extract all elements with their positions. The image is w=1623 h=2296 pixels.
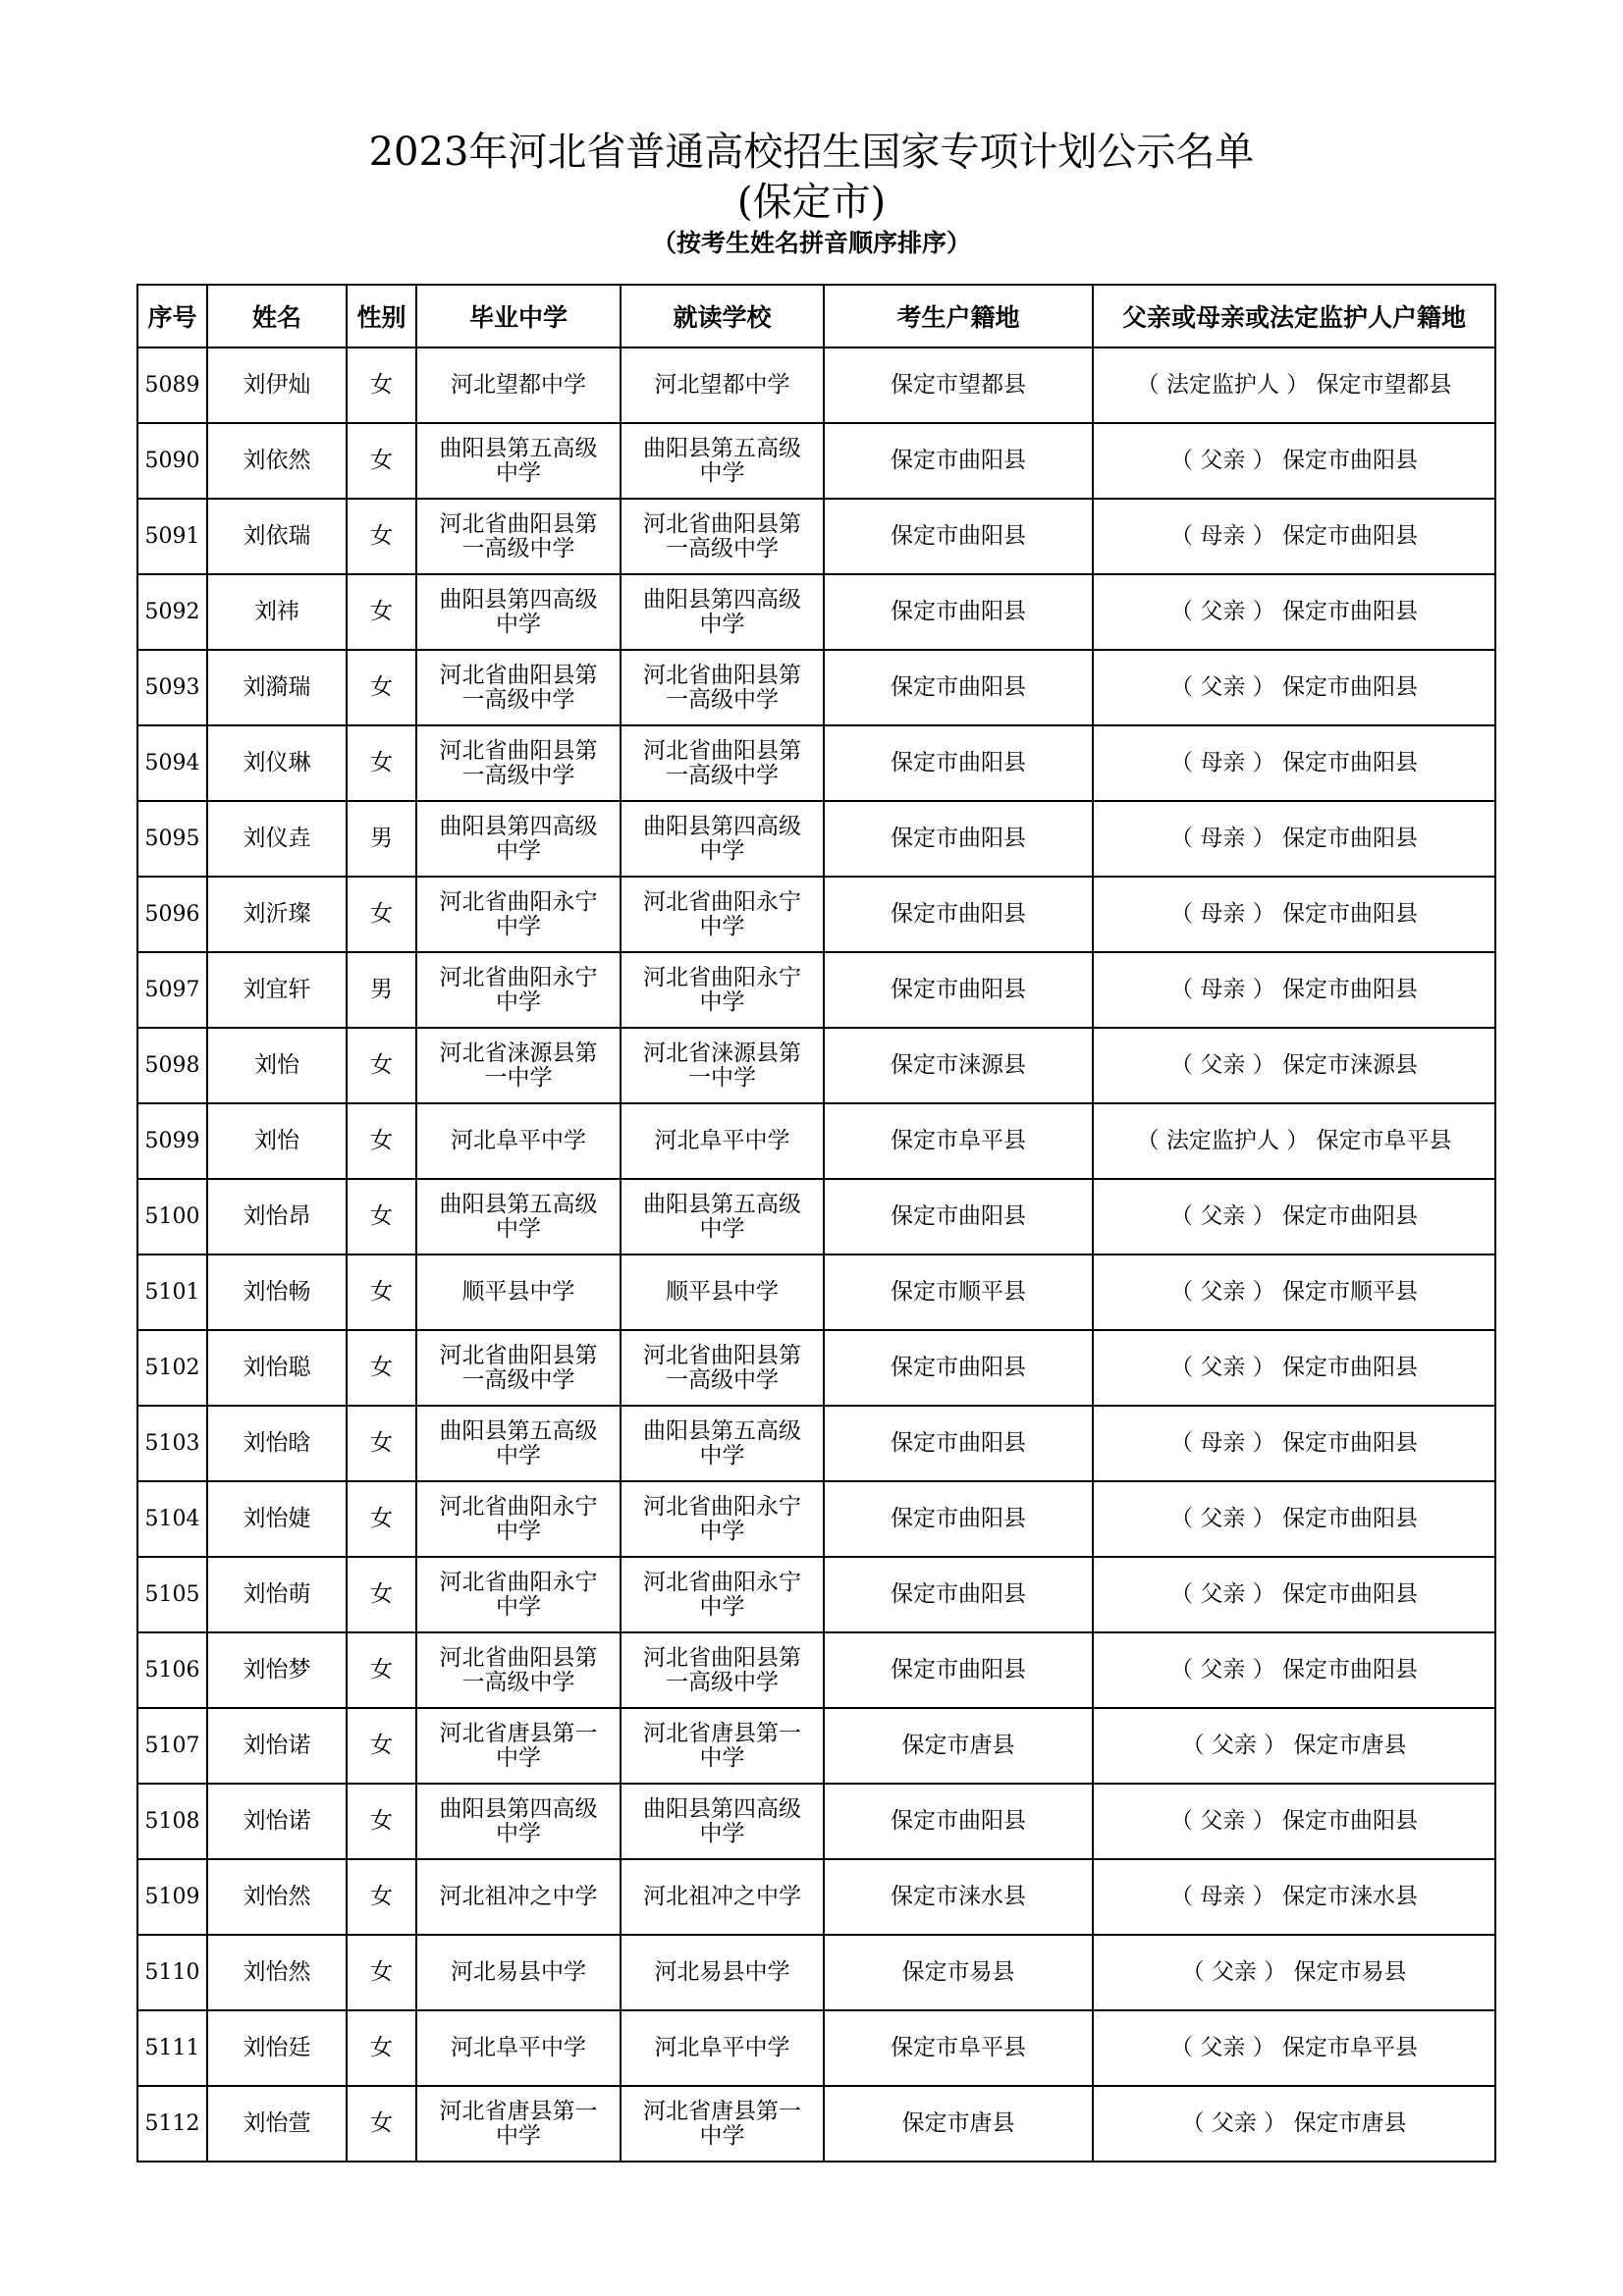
guardian-residence-cell: （ 父亲 ） 保定市曲阳县 <box>1093 650 1495 725</box>
name-cell: 刘怡萱 <box>207 2086 347 2162</box>
current-school-cell <box>621 1708 824 1784</box>
serial-cell: 5106 <box>137 1632 207 1708</box>
current-school-cell <box>621 2086 824 2162</box>
guardian-residence-cell: （ 父亲 ） 保定市曲阳县 <box>1093 1784 1495 1859</box>
school-name: 河北省曲阳县第一高级中学 <box>439 737 598 788</box>
graduated-school-cell <box>416 2086 621 2162</box>
current-school-cell <box>621 1935 824 2010</box>
serial-cell: 5100 <box>137 1179 207 1255</box>
student-residence-cell: 保定市涞水县 <box>824 1859 1093 1935</box>
student-residence-cell: 保定市涞源县 <box>824 1028 1093 1103</box>
guardian-residence-cell: （ 父亲 ） 保定市阜平县 <box>1093 2010 1495 2086</box>
current-school-cell <box>621 574 824 650</box>
serial-cell: 5094 <box>137 725 207 801</box>
graduated-school-cell <box>416 1179 621 1255</box>
name-cell: 刘漪瑞 <box>207 650 347 725</box>
graduated-school-cell <box>416 2010 621 2086</box>
table-row <box>137 650 1495 725</box>
header-guardian-residence: 父亲或母亲或法定监护人户籍地 <box>1093 285 1495 347</box>
school-name: 河北省唐县第一中学 <box>643 1720 801 1771</box>
school-name: 河北省曲阳永宁中学 <box>439 1569 598 1620</box>
table-row <box>137 574 1495 650</box>
serial-cell: 5104 <box>137 1481 207 1557</box>
current-school-cell <box>621 423 824 499</box>
current-school-cell <box>621 952 824 1028</box>
graduated-school-cell <box>416 801 621 877</box>
table-row <box>137 1406 1495 1481</box>
table-row <box>137 1632 1495 1708</box>
current-school-cell <box>621 1179 824 1255</box>
serial-cell: 5111 <box>137 2010 207 2086</box>
table-row <box>137 801 1495 877</box>
name-cell: 刘怡 <box>207 1103 347 1179</box>
graduated-school-cell <box>416 1330 621 1406</box>
current-school-cell <box>621 1784 824 1859</box>
current-school-cell <box>621 801 824 877</box>
header-row <box>137 285 1495 347</box>
name-cell: 刘仪琳 <box>207 725 347 801</box>
serial-cell: 5098 <box>137 1028 207 1103</box>
current-school-cell <box>621 1557 824 1632</box>
guardian-residence-cell: （ 母亲 ） 保定市曲阳县 <box>1093 801 1495 877</box>
graduated-school-cell <box>416 1255 621 1330</box>
student-residence-cell: 保定市曲阳县 <box>824 801 1093 877</box>
current-school-cell <box>621 1103 824 1179</box>
school-name: 河北省曲阳县第一高级中学 <box>643 510 801 561</box>
name-cell: 刘依然 <box>207 423 347 499</box>
guardian-residence-cell: （ 父亲 ） 保定市唐县 <box>1093 2086 1495 2162</box>
name-cell: 刘怡 <box>207 1028 347 1103</box>
school-name: 曲阳县第五高级中学 <box>643 435 801 486</box>
current-school-cell <box>621 650 824 725</box>
guardian-residence-cell: （ 母亲 ） 保定市曲阳县 <box>1093 1406 1495 1481</box>
school-name: 顺平县中学 <box>461 1279 575 1305</box>
name-cell: 刘怡聪 <box>207 1330 347 1406</box>
gender-cell: 男 <box>347 952 416 1028</box>
gender-cell: 女 <box>347 2086 416 2162</box>
student-residence-cell: 保定市曲阳县 <box>824 423 1093 499</box>
school-name: 曲阳县第四高级中学 <box>643 586 801 637</box>
gender-cell: 女 <box>347 1708 416 1784</box>
table-row <box>137 1255 1495 1330</box>
student-residence-cell: 保定市阜平县 <box>824 1103 1093 1179</box>
table-row <box>137 1103 1495 1179</box>
serial-cell: 5107 <box>137 1708 207 1784</box>
gender-cell: 女 <box>347 725 416 801</box>
gender-cell: 女 <box>347 877 416 952</box>
serial-cell: 5108 <box>137 1784 207 1859</box>
current-school-cell <box>621 725 824 801</box>
guardian-residence-cell: （ 父亲 ） 保定市曲阳县 <box>1093 574 1495 650</box>
school-name: 河北阜平中学 <box>654 2035 790 2060</box>
roster-table <box>136 284 1496 2163</box>
header-serial: 序号 <box>137 285 207 347</box>
current-school-cell <box>621 1255 824 1330</box>
header-current-school: 就读学校 <box>621 285 824 347</box>
student-residence-cell: 保定市唐县 <box>824 2086 1093 2162</box>
serial-cell: 5101 <box>137 1255 207 1330</box>
student-residence-cell: 保定市曲阳县 <box>824 1557 1093 1632</box>
name-cell: 刘怡廷 <box>207 2010 347 2086</box>
school-name: 河北省曲阳县第一高级中学 <box>439 662 598 713</box>
school-name: 曲阳县第四高级中学 <box>439 586 598 637</box>
gender-cell: 女 <box>347 1330 416 1406</box>
table-row <box>137 1859 1495 1935</box>
graduated-school-cell <box>416 725 621 801</box>
name-cell: 刘伊灿 <box>207 347 347 423</box>
gender-cell: 女 <box>347 650 416 725</box>
student-residence-cell: 保定市阜平县 <box>824 2010 1093 2086</box>
gender-cell: 女 <box>347 499 416 574</box>
table-row <box>137 1330 1495 1406</box>
school-name: 曲阳县第四高级中学 <box>643 1795 801 1846</box>
current-school-cell <box>621 1406 824 1481</box>
table-row <box>137 1708 1495 1784</box>
table-row <box>137 1481 1495 1557</box>
graduated-school-cell <box>416 574 621 650</box>
gender-cell: 女 <box>347 1935 416 2010</box>
name-cell: 刘沂璨 <box>207 877 347 952</box>
table-header <box>137 285 1495 347</box>
school-name: 河北祖冲之中学 <box>643 1884 801 1909</box>
school-name: 曲阳县第五高级中学 <box>643 1191 801 1242</box>
serial-cell: 5089 <box>137 347 207 423</box>
current-school-cell <box>621 1481 824 1557</box>
guardian-residence-cell: （ 父亲 ） 保定市顺平县 <box>1093 1255 1495 1330</box>
serial-cell: 5090 <box>137 423 207 499</box>
school-name: 曲阳县第四高级中学 <box>439 813 598 864</box>
student-residence-cell: 保定市易县 <box>824 1935 1093 2010</box>
school-name: 曲阳县第五高级中学 <box>439 1191 598 1242</box>
current-school-cell <box>621 1330 824 1406</box>
school-name: 河北省涞源县第一中学 <box>439 1040 598 1091</box>
school-name: 曲阳县第四高级中学 <box>643 813 801 864</box>
student-residence-cell: 保定市顺平县 <box>824 1255 1093 1330</box>
school-name: 河北省曲阳县第一高级中学 <box>439 1644 598 1695</box>
graduated-school-cell <box>416 499 621 574</box>
school-name: 河北祖冲之中学 <box>439 1884 598 1909</box>
table-row <box>137 1179 1495 1255</box>
document-subtitle: (保定市) <box>736 180 887 225</box>
graduated-school-cell <box>416 1406 621 1481</box>
graduated-school-cell <box>416 347 621 423</box>
current-school-cell <box>621 1028 824 1103</box>
current-school-cell <box>621 347 824 423</box>
name-cell: 刘怡婕 <box>207 1481 347 1557</box>
school-name: 河北阜平中学 <box>654 1128 790 1153</box>
name-cell: 刘怡诺 <box>207 1708 347 1784</box>
table-row <box>137 1935 1495 2010</box>
table-row <box>137 725 1495 801</box>
gender-cell: 女 <box>347 347 416 423</box>
guardian-residence-cell: （ 父亲 ） 保定市涞源县 <box>1093 1028 1495 1103</box>
graduated-school-cell <box>416 1784 621 1859</box>
name-cell: 刘怡然 <box>207 1859 347 1935</box>
guardian-residence-cell: （ 父亲 ） 保定市曲阳县 <box>1093 1557 1495 1632</box>
table-row <box>137 952 1495 1028</box>
student-residence-cell: 保定市曲阳县 <box>824 1481 1093 1557</box>
table-body <box>137 347 1495 2162</box>
student-residence-cell: 保定市曲阳县 <box>824 574 1093 650</box>
name-cell: 刘祎 <box>207 574 347 650</box>
school-name: 河北省唐县第一中学 <box>439 1720 598 1771</box>
gender-cell: 女 <box>347 2010 416 2086</box>
gender-cell: 女 <box>347 1103 416 1179</box>
school-name: 河北省曲阳县第一高级中学 <box>643 662 801 713</box>
student-residence-cell: 保定市曲阳县 <box>824 1406 1093 1481</box>
header-graduated-school: 毕业中学 <box>416 285 621 347</box>
graduated-school-cell <box>416 423 621 499</box>
student-residence-cell: 保定市曲阳县 <box>824 725 1093 801</box>
guardian-residence-cell: （ 母亲 ） 保定市曲阳县 <box>1093 877 1495 952</box>
school-name: 河北省曲阳永宁中学 <box>643 1493 801 1544</box>
name-cell: 刘依瑞 <box>207 499 347 574</box>
guardian-residence-cell: （ 法定监护人 ） 保定市阜平县 <box>1093 1103 1495 1179</box>
name-cell: 刘怡梦 <box>207 1632 347 1708</box>
student-residence-cell: 保定市曲阳县 <box>824 1330 1093 1406</box>
name-cell: 刘怡然 <box>207 1935 347 2010</box>
current-school-cell <box>621 877 824 952</box>
guardian-residence-cell: （ 父亲 ） 保定市曲阳县 <box>1093 1481 1495 1557</box>
current-school-cell <box>621 1632 824 1708</box>
gender-cell: 女 <box>347 1179 416 1255</box>
table-row <box>137 499 1495 574</box>
student-residence-cell: 保定市曲阳县 <box>824 1632 1093 1708</box>
table-row <box>137 1557 1495 1632</box>
school-name: 河北省唐县第一中学 <box>643 2098 801 2149</box>
guardian-residence-cell: （ 父亲 ） 保定市曲阳县 <box>1093 1330 1495 1406</box>
guardian-residence-cell: （ 母亲 ） 保定市曲阳县 <box>1093 499 1495 574</box>
serial-cell: 5102 <box>137 1330 207 1406</box>
current-school-cell <box>621 1859 824 1935</box>
graduated-school-cell <box>416 1557 621 1632</box>
student-residence-cell: 保定市曲阳县 <box>824 877 1093 952</box>
table-row <box>137 2086 1495 2162</box>
school-name: 河北阜平中学 <box>451 1128 586 1153</box>
school-name: 顺平县中学 <box>666 1279 779 1305</box>
name-cell: 刘怡萌 <box>207 1557 347 1632</box>
gender-cell: 男 <box>347 801 416 877</box>
gender-cell: 女 <box>347 1784 416 1859</box>
name-cell: 刘怡诺 <box>207 1784 347 1859</box>
serial-cell: 5095 <box>137 801 207 877</box>
table-row <box>137 1784 1495 1859</box>
graduated-school-cell <box>416 1103 621 1179</box>
serial-cell: 5096 <box>137 877 207 952</box>
school-name: 河北省曲阳县第一高级中学 <box>439 510 598 561</box>
guardian-residence-cell: （ 父亲 ） 保定市曲阳县 <box>1093 1179 1495 1255</box>
serial-cell: 5109 <box>137 1859 207 1935</box>
school-name: 曲阳县第五高级中学 <box>643 1417 801 1468</box>
guardian-residence-cell: （ 父亲 ） 保定市易县 <box>1093 1935 1495 2010</box>
student-residence-cell: 保定市曲阳县 <box>824 650 1093 725</box>
serial-cell: 5091 <box>137 499 207 574</box>
guardian-residence-cell: （ 母亲 ） 保定市曲阳县 <box>1093 725 1495 801</box>
student-residence-cell: 保定市曲阳县 <box>824 952 1093 1028</box>
graduated-school-cell <box>416 1481 621 1557</box>
gender-cell: 女 <box>347 1028 416 1103</box>
school-name: 河北易县中学 <box>451 1959 586 1985</box>
guardian-residence-cell: （ 母亲 ） 保定市涞水县 <box>1093 1859 1495 1935</box>
graduated-school-cell <box>416 1708 621 1784</box>
school-name: 曲阳县第五高级中学 <box>439 1417 598 1468</box>
gender-cell: 女 <box>347 1632 416 1708</box>
header-student-residence: 考生户籍地 <box>824 285 1093 347</box>
gender-cell: 女 <box>347 1859 416 1935</box>
school-name: 河北省曲阳永宁中学 <box>643 964 801 1015</box>
student-residence-cell: 保定市唐县 <box>824 1708 1093 1784</box>
school-name: 河北省曲阳县第一高级中学 <box>643 1644 801 1695</box>
table-row <box>137 423 1495 499</box>
name-cell: 刘仪垚 <box>207 801 347 877</box>
serial-cell: 5097 <box>137 952 207 1028</box>
graduated-school-cell <box>416 1028 621 1103</box>
school-name: 河北省曲阳县第一高级中学 <box>643 737 801 788</box>
student-residence-cell: 保定市望都县 <box>824 347 1093 423</box>
header-name: 姓名 <box>207 285 347 347</box>
gender-cell: 女 <box>347 1557 416 1632</box>
header-gender: 性别 <box>347 285 416 347</box>
gender-cell: 女 <box>347 574 416 650</box>
graduated-school-cell <box>416 877 621 952</box>
guardian-residence-cell: （ 母亲 ） 保定市曲阳县 <box>1093 952 1495 1028</box>
table-row <box>137 2010 1495 2086</box>
gender-cell: 女 <box>347 1481 416 1557</box>
school-name: 河北省曲阳永宁中学 <box>439 964 598 1015</box>
graduated-school-cell <box>416 650 621 725</box>
current-school-cell <box>621 2010 824 2086</box>
table-row <box>137 1028 1495 1103</box>
graduated-school-cell <box>416 1859 621 1935</box>
serial-cell: 5110 <box>137 1935 207 2010</box>
graduated-school-cell <box>416 1632 621 1708</box>
graduated-school-cell <box>416 1935 621 2010</box>
serial-cell: 5092 <box>137 574 207 650</box>
school-name: 河北省曲阳县第一高级中学 <box>643 1342 801 1393</box>
current-school-cell <box>621 499 824 574</box>
school-name: 河北望都中学 <box>654 372 790 398</box>
name-cell: 刘怡昂 <box>207 1179 347 1255</box>
graduated-school-cell <box>416 952 621 1028</box>
gender-cell: 女 <box>347 1406 416 1481</box>
school-name: 河北省曲阳永宁中学 <box>643 888 801 939</box>
school-name: 河北望都中学 <box>451 372 586 398</box>
serial-cell: 5099 <box>137 1103 207 1179</box>
school-name: 河北省曲阳县第一高级中学 <box>439 1342 598 1393</box>
guardian-residence-cell: （ 法定监护人 ） 保定市望都县 <box>1093 347 1495 423</box>
guardian-residence-cell: （ 父亲 ） 保定市曲阳县 <box>1093 1632 1495 1708</box>
guardian-residence-cell: （ 父亲 ） 保定市唐县 <box>1093 1708 1495 1784</box>
school-name: 曲阳县第四高级中学 <box>439 1795 598 1846</box>
sort-note: （按考生姓名拼音顺序排序） <box>651 229 971 257</box>
gender-cell: 女 <box>347 1255 416 1330</box>
school-name: 河北省唐县第一中学 <box>439 2098 598 2149</box>
student-residence-cell: 保定市曲阳县 <box>824 499 1093 574</box>
school-name: 河北易县中学 <box>654 1959 790 1985</box>
school-name: 河北阜平中学 <box>451 2035 586 2060</box>
school-name: 曲阳县第五高级中学 <box>439 435 598 486</box>
name-cell: 刘怡晗 <box>207 1406 347 1481</box>
school-name: 河北省曲阳永宁中学 <box>439 888 598 939</box>
name-cell: 刘怡畅 <box>207 1255 347 1330</box>
table-row <box>137 877 1495 952</box>
serial-cell: 5112 <box>137 2086 207 2162</box>
student-residence-cell: 保定市曲阳县 <box>824 1179 1093 1255</box>
document-title: 2023年河北省普通高校招生国家专项计划公示名单 <box>368 130 1255 175</box>
name-cell: 刘宜轩 <box>207 952 347 1028</box>
school-name: 河北省涞源县第一中学 <box>643 1040 801 1091</box>
table-row <box>137 347 1495 423</box>
school-name: 河北省曲阳永宁中学 <box>439 1493 598 1544</box>
school-name: 河北省曲阳永宁中学 <box>643 1569 801 1620</box>
student-residence-cell: 保定市曲阳县 <box>824 1784 1093 1859</box>
guardian-residence-cell: （ 父亲 ） 保定市曲阳县 <box>1093 423 1495 499</box>
gender-cell: 女 <box>347 423 416 499</box>
serial-cell: 5093 <box>137 650 207 725</box>
serial-cell: 5103 <box>137 1406 207 1481</box>
serial-cell: 5105 <box>137 1557 207 1632</box>
